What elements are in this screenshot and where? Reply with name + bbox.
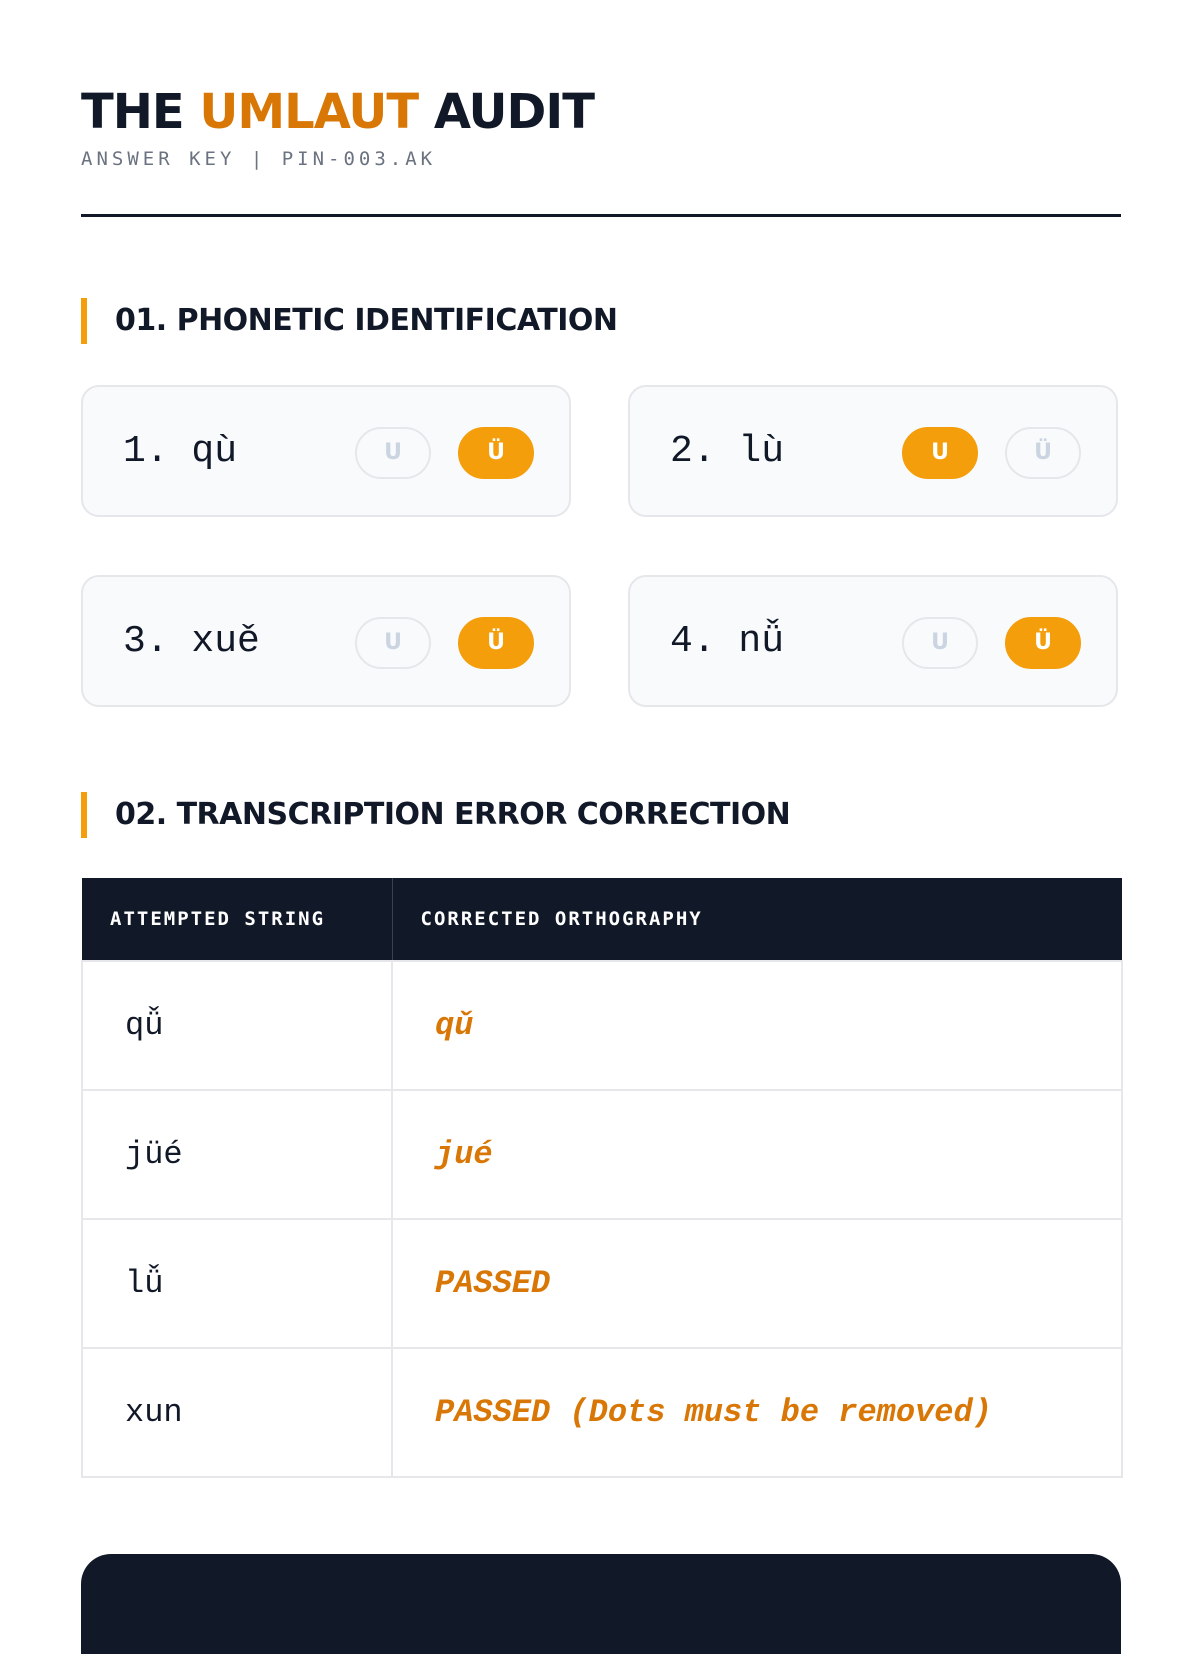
title-accent: UMLAUT: [199, 84, 419, 140]
table-row: [82, 961, 1122, 1090]
phonetic-word: 1. qù: [123, 430, 238, 473]
table-header-row: [82, 878, 1122, 961]
option-u-button[interactable]: U: [355, 617, 431, 669]
corrected-cell: PASSED (Dots must be removed): [392, 1348, 1122, 1477]
option-u-button[interactable]: U: [902, 617, 978, 669]
corrected-cell: jué: [392, 1090, 1122, 1219]
column-header-corrected: CORRECTED ORTHOGRAPHY: [392, 878, 1122, 961]
phonetic-card-3: [81, 575, 571, 707]
title-part-2: AUDIT: [418, 84, 594, 140]
table-row: [82, 1090, 1122, 1219]
option-u-button[interactable]: U: [355, 427, 431, 479]
attempted-cell: jüé: [82, 1090, 392, 1219]
option-umlaut-button[interactable]: Ü: [1005, 427, 1081, 479]
attempted-cell: qǚ: [82, 961, 392, 1090]
phonetic-word: 3. xuě: [123, 620, 260, 663]
footer-panel: [81, 1554, 1121, 1654]
corrected-cell: PASSED: [392, 1219, 1122, 1348]
phonetic-word: 4. nǚ: [670, 620, 785, 663]
option-umlaut-button[interactable]: Ü: [458, 427, 534, 479]
table-row: [82, 1219, 1122, 1348]
title-part-1: THE: [81, 84, 200, 140]
attempted-cell: xun: [82, 1348, 392, 1477]
phonetic-card-2: [628, 385, 1118, 517]
page-subtitle: ANSWER KEY | PIN-003.AK: [81, 148, 437, 170]
attempted-cell: lǚ: [82, 1219, 392, 1348]
page-title: [81, 84, 594, 140]
header-divider: [81, 214, 1121, 217]
phonetic-card-1: [81, 385, 571, 517]
section-heading-phonetic: 01. PHONETIC IDENTIFICATION: [81, 298, 617, 344]
option-umlaut-button[interactable]: Ü: [1005, 617, 1081, 669]
correction-table: [81, 878, 1123, 1478]
section-heading-correction: 02. TRANSCRIPTION ERROR CORRECTION: [81, 792, 790, 838]
phonetic-card-4: [628, 575, 1118, 707]
table-row: [82, 1348, 1122, 1477]
option-umlaut-button[interactable]: Ü: [458, 617, 534, 669]
option-u-button[interactable]: U: [902, 427, 978, 479]
phonetic-word: 2. lù: [670, 430, 785, 473]
corrected-cell: qǔ: [392, 961, 1122, 1090]
column-header-attempted: ATTEMPTED STRING: [82, 878, 392, 961]
